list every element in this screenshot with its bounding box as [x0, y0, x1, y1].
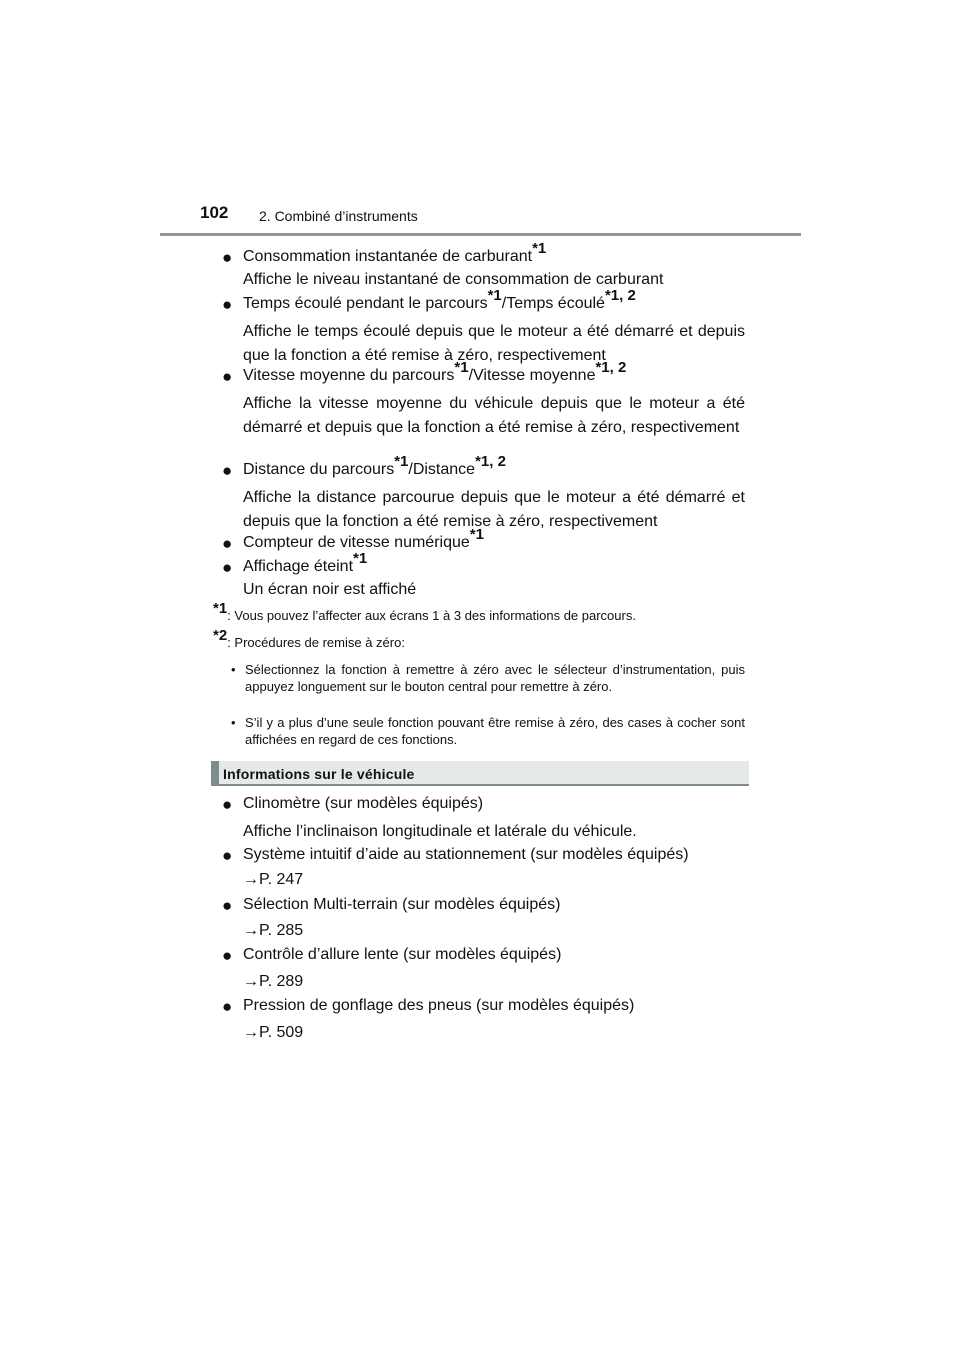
bullet-icon: ● — [222, 846, 233, 865]
bullet-icon: ● — [222, 367, 233, 386]
page-reference-link[interactable]: →P. 247 — [243, 871, 304, 888]
item-affichage-desc: Un écran noir est affiché — [243, 581, 417, 598]
item-affichage-title: Affichage éteint$^{*1}$ — [243, 549, 368, 575]
bullet-icon: ● — [222, 295, 233, 314]
sub-bullet-icon: • — [231, 662, 236, 677]
item-distance-desc: Affiche la distance parcourue depuis que le moteur a été démarré et depuis que la fonction a été remise à zéro, respectivement — [243, 489, 745, 530]
section-title: 2. Combiné d’instruments — [259, 208, 418, 224]
item-clinometre-desc: Affiche l’inclinaison longitudinale et latérale du véhicule. — [243, 823, 637, 840]
item-temps-title: Temps écoulé pendant le parcours$^{*1}$/Temps écoulé$^{*1, 2}$ — [243, 286, 636, 312]
bullet-icon: ● — [222, 795, 233, 814]
item-vitesse-desc: Affiche la vitesse moyenne du véhicule depuis que le moteur a été démarré et depuis que la fonction a été remise à zéro, respectivement — [243, 395, 745, 436]
bullet-icon: ● — [222, 461, 233, 480]
item-consommation-title: Consommation instantanée de carburant$^{*1}$ — [243, 239, 547, 265]
page-header — [0, 0, 960, 240]
sub-bullet-icon: • — [231, 715, 236, 730]
item-temps-desc: Affiche le temps écoulé depuis que le moteur a été démarré et depuis que la fonction a été remise à zéro, respectivement — [243, 323, 745, 364]
item-pression-pneus-title: Pression de gonflage des pneus (sur modèles équipés) — [243, 997, 635, 1014]
item-multiterrain-title: Sélection Multi-terrain (sur modèles équipés) — [243, 896, 561, 913]
item-clinometre-title: Clinomètre (sur modèles équipés) — [243, 795, 484, 812]
item-stationnement-title: Système intuitif d’aide au stationnement (sur modèles équipés) — [243, 846, 689, 863]
item-compteur-title: Compteur de vitesse numérique$^{*1}$ — [243, 525, 484, 551]
item-distance-title: Distance du parcours$^{*1}$/Distance$^{*1, 2}$ — [243, 452, 506, 478]
bullet-icon: ● — [222, 946, 233, 965]
bullet-icon: ● — [222, 558, 233, 577]
page-reference-link[interactable]: →P. 509 — [243, 1024, 304, 1041]
bullet-icon: ● — [222, 997, 233, 1016]
vehicle-info-heading: Informations sur le véhicule — [223, 766, 415, 782]
bullet-icon: ● — [222, 534, 233, 553]
page-number: 102 — [200, 203, 229, 222]
bullet-icon: ● — [222, 248, 233, 267]
page-reference-link[interactable]: →P. 289 — [243, 973, 304, 990]
page-reference-link[interactable]: →P. 285 — [243, 922, 304, 939]
footnote-2-step-2: S’il y a plus d’une seule fonction pouvant être remise à zéro, des cases à cocher sont affichées en regard de ces fonctions. — [245, 715, 745, 747]
bullet-icon: ● — [222, 896, 233, 915]
footnote-2-step-1: Sélectionnez la fonction à remettre à zéro avec le sélecteur d’instrumentation, puis appuyez longuement sur le bouton central pour remettre à zéro. — [245, 662, 745, 694]
footnote-2: $^{*2}$: Procédures de remise à zéro: — [213, 626, 405, 650]
item-allure-lente-title: Contrôle d’allure lente (sur modèles équipés) — [243, 946, 562, 963]
footnote-1: $^{*1}$: Vous pouvez l’affecter aux écrans 1 à 3 des informations de parcours. — [213, 599, 636, 623]
item-consommation-desc: Affiche le niveau instantané de consommation de carburant — [243, 271, 664, 288]
item-vitesse-title: Vitesse moyenne du parcours$^{*1}$/Vitesse moyenne$^{*1, 2}$ — [243, 358, 627, 384]
header-divider — [160, 233, 801, 236]
